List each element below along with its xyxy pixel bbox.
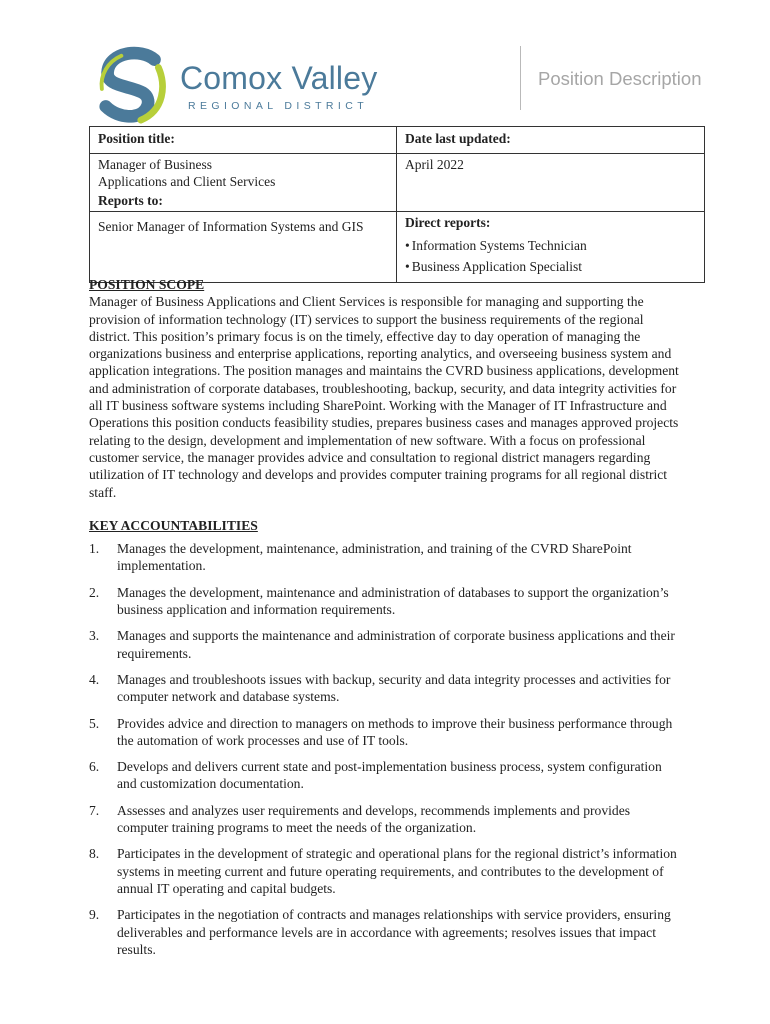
date-updated-value bbox=[397, 154, 705, 212]
item-text: Manages and troubleshoots issues with backup, security and data integrity processes and activities for computer network and database systems. bbox=[117, 671, 671, 705]
position-scope-heading: POSITION SCOPE bbox=[89, 277, 205, 292]
header-divider bbox=[520, 46, 521, 110]
key-accountabilities-heading: KEY ACCOUNTABILITIES bbox=[89, 517, 258, 533]
accountability-item bbox=[89, 627, 681, 662]
position-title-line: Applications and Client Services bbox=[98, 174, 276, 189]
position-title-label: Position title: bbox=[90, 127, 397, 154]
accountability-item bbox=[89, 758, 681, 793]
item-number: 6. bbox=[89, 759, 100, 775]
item-number: 5. bbox=[89, 715, 100, 731]
reports-to-value: Senior Manager of Information Systems and GIS bbox=[90, 212, 397, 283]
accountability-item bbox=[89, 584, 681, 619]
accountabilities-list bbox=[89, 540, 681, 958]
accountability-item bbox=[89, 906, 681, 958]
item-number: 7. bbox=[89, 802, 100, 818]
date-updated-label: Date last updated: bbox=[397, 127, 705, 154]
item-number: 1. bbox=[89, 541, 100, 557]
accountability-item bbox=[89, 802, 681, 837]
accountability-item bbox=[89, 845, 681, 897]
direct-report-item: • Information Systems Technician bbox=[405, 237, 696, 254]
accountability-item bbox=[89, 540, 681, 575]
position-scope-text: Manager of Business Applications and Client Services is responsible for managing and supporting the provision of information technology (IT) services to support the business requirements of the regional district. This position’s primary focus is on the timely, effective day to day operation of managing the organizations business and enterprise applications, reporting analytics, and overseeing business system and application integrations. The position manages and maintains the CVRD business applications, development and administration of corporate databases, troubleshooting, backup, security, and data integrity activities for all IT business software systems including SharePoint. Working with the Manager of IT Infrastructure and Operations this position conducts feasibility studies, prepares business cases and manages approved projects relating to the design, development and implementation of new software. With a focus on professional customer service, the manager provides advice and consultation to regional district managers regarding utilization of IT technology and develops and provides computer training programs for all regional district staff. bbox=[89, 294, 679, 500]
item-text: Assesses and analyzes user requirements and develops, recommends implements and provides computer training programs to meet the needs of the organization. bbox=[117, 802, 631, 836]
item-number: 3. bbox=[89, 628, 100, 644]
position-title-line: Manager of Business bbox=[98, 157, 212, 172]
direct-reports-list bbox=[405, 237, 696, 275]
cvrd-logo-icon bbox=[96, 46, 174, 124]
direct-report-item: • Business Application Specialist bbox=[405, 258, 696, 275]
item-number: 2. bbox=[89, 584, 100, 600]
accountability-item bbox=[89, 715, 681, 750]
item-text: Manages the development, maintenance and administration of databases to support the organization’s business application and information requirements. bbox=[117, 584, 669, 618]
position-title-value bbox=[90, 154, 397, 212]
item-number: 4. bbox=[89, 671, 100, 687]
position-info-table bbox=[89, 126, 705, 283]
item-text: Manages the development, maintenance, administration, and training of the CVRD SharePoint implementation. bbox=[117, 541, 632, 574]
item-number: 8. bbox=[89, 846, 100, 862]
accountability-item bbox=[89, 671, 681, 706]
item-text: Provides advice and direction to managers on methods to improve their business performance through the automation of work processes and use of IT tools. bbox=[117, 715, 673, 748]
document-body bbox=[89, 276, 681, 967]
item-number: 9. bbox=[89, 907, 100, 923]
item-text: Manages and supports the maintenance and administration of corporate business applications and their requirements. bbox=[117, 628, 675, 661]
item-text: Participates in the negotiation of contracts and manages relationships with service providers, ensuring deliverables and performance levels are in accordance with agreements; resolves issues that impact results. bbox=[117, 907, 671, 957]
item-text: Participates in the development of strategic and operational plans for the regional district’s information systems in meeting current and future operating requirements, and contributes to the development of annual IT operating and capital budgets. bbox=[117, 846, 677, 896]
item-text: Develops and delivers current state and post-implementation business process, system configuration and customization documentation. bbox=[117, 759, 662, 792]
reports-to-label: Reports to: bbox=[98, 193, 163, 208]
direct-reports-cell bbox=[397, 212, 705, 283]
org-subtitle: REGIONAL DISTRICT bbox=[188, 100, 369, 112]
org-name: Comox Valley bbox=[180, 60, 378, 96]
document-type: Position Description bbox=[538, 68, 702, 89]
direct-reports-label: Direct reports: bbox=[405, 215, 491, 230]
date-value: April 2022 bbox=[405, 157, 464, 172]
